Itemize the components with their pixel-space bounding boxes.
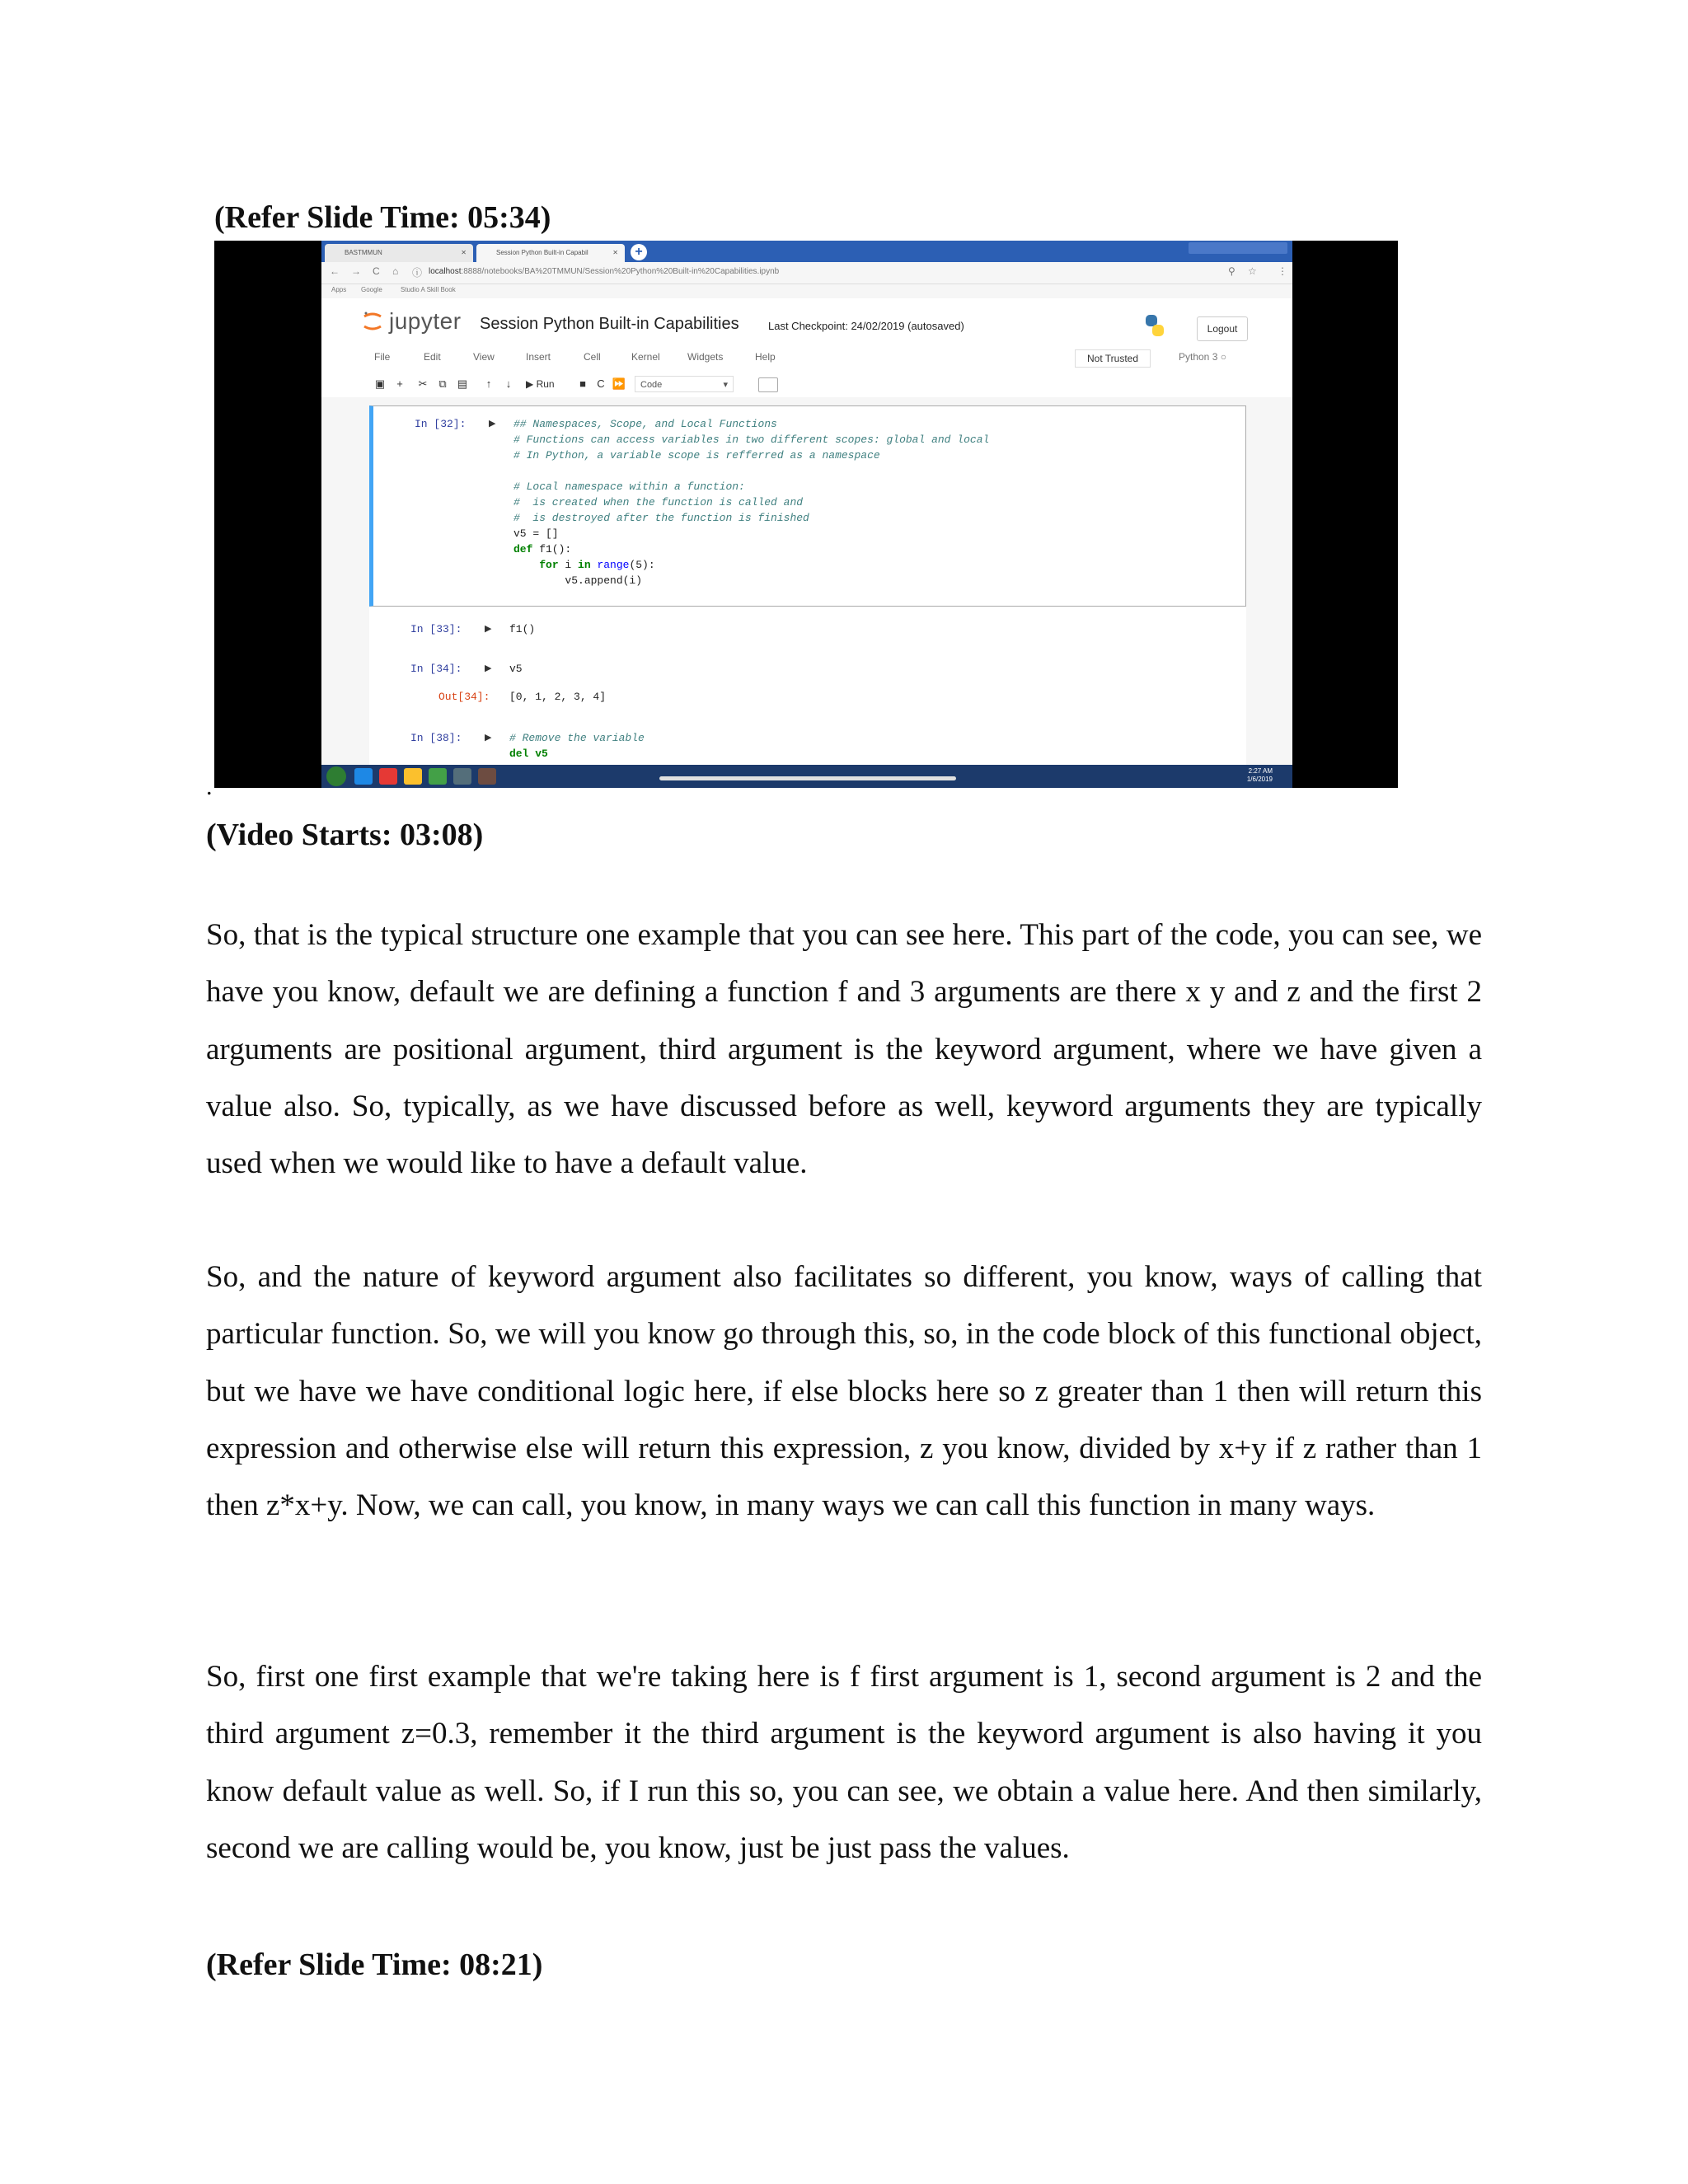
info-icon: ⓘ bbox=[412, 267, 423, 279]
refer-slide-time-heading: (Refer Slide Time: 05:34) bbox=[214, 200, 551, 235]
chevron-down-icon: ▾ bbox=[723, 380, 728, 390]
tab-label: BASTMMUN bbox=[345, 249, 382, 256]
home-icon[interactable]: ⌂ bbox=[392, 265, 399, 277]
run-cell-icon[interactable]: ▶ bbox=[485, 624, 492, 634]
close-icon[interactable]: ✕ bbox=[461, 249, 467, 256]
jupyter-logo-text[interactable]: jupyter bbox=[389, 308, 462, 334]
move-down-icon[interactable]: ↓ bbox=[505, 377, 512, 390]
menu-widgets[interactable]: Widgets bbox=[687, 351, 724, 363]
code-line[interactable]: v5 bbox=[509, 663, 523, 675]
app-icon[interactable] bbox=[478, 768, 496, 785]
ie-icon[interactable] bbox=[354, 768, 373, 785]
browser-tab[interactable] bbox=[325, 244, 473, 262]
paragraph-3: So, first one first example that we're taking here is f first argument is 1, second argument is 2 and the third argument z=0.3, remember it the third argument is the keyword argument is also having it you know default value as well. So, if I run this so, you can see, we obtain a value here. And then similarly, second we are calling would be, you know, just be just pass the values. bbox=[206, 1660, 1482, 1865]
menu-view[interactable]: View bbox=[473, 351, 495, 363]
jupyter-logo-icon bbox=[363, 310, 382, 333]
input-prompt: In [34]: bbox=[410, 663, 462, 675]
menu-edit[interactable]: Edit bbox=[424, 351, 441, 363]
paste-icon[interactable]: ▤ bbox=[457, 377, 468, 390]
code-block[interactable]: # Remove the variable del v5 bbox=[509, 732, 645, 760]
menu-insert[interactable]: Insert bbox=[526, 351, 551, 363]
output-value: [0, 1, 2, 3, 4] bbox=[509, 691, 607, 703]
code-cell[interactable] bbox=[369, 722, 1246, 768]
browser-tab-bar bbox=[321, 241, 1292, 262]
notebook-title[interactable]: Session Python Built-in Capabilities bbox=[480, 315, 739, 333]
logout-button[interactable]: Logout bbox=[1197, 316, 1248, 341]
start-button-icon[interactable] bbox=[326, 766, 346, 786]
kernel-indicator: Python 3 ○ bbox=[1179, 351, 1226, 363]
folder-icon[interactable] bbox=[404, 768, 422, 785]
cell-type-select[interactable]: Code ▾ bbox=[635, 376, 734, 392]
back-icon[interactable]: ← bbox=[330, 265, 340, 277]
trusted-indicator[interactable]: Not Trusted bbox=[1075, 349, 1151, 368]
browser-tab-active[interactable] bbox=[476, 244, 625, 262]
move-up-icon[interactable]: ↑ bbox=[485, 377, 492, 390]
stop-icon[interactable]: ■ bbox=[579, 377, 586, 390]
window-controls[interactable] bbox=[1189, 242, 1287, 254]
menu-help[interactable]: Help bbox=[755, 351, 776, 363]
windows-taskbar bbox=[321, 765, 1292, 788]
code-block[interactable]: ## Namespaces, Scope, and Local Functions # Functions can access variables in two different scopes: global and local # In Python, a variable scope is refferred as a namespace # Local namespace within a function: # is created when the function is called and # is destroyed after the function is finished v5 = [] def f1(): for i in range(5): v5.append(i) bbox=[513, 418, 990, 587]
run-button[interactable]: ▶ Run bbox=[526, 378, 555, 390]
tab-label: Session Python Built-in Capabil bbox=[496, 249, 588, 256]
input-prompt: In [32]: bbox=[415, 418, 467, 430]
star-icon[interactable]: ☆ bbox=[1248, 265, 1257, 277]
paragraph-2: So, and the nature of keyword argument also facilitates so different, you know, ways of calling that particular function. So, we will you know go through this, so, in the code block of this functional object, but we have we have conditional logic here, if else blocks here so z greater than 1 then will return this expression and otherwise else will return this expression, z you know, divided by x+y if z rather than 1 then z*x+y. Now, we can call, you know, in many ways we can call this function in many ways. bbox=[206, 1260, 1482, 1523]
app-icon[interactable] bbox=[453, 768, 471, 785]
video-starts-heading: (Video Starts: 03:08) bbox=[206, 818, 484, 852]
bookmarks-bar bbox=[321, 284, 1292, 298]
input-prompt: In [33]: bbox=[410, 623, 462, 635]
chrome-icon[interactable] bbox=[379, 768, 397, 785]
code-cell[interactable] bbox=[369, 653, 1246, 719]
checkpoint-status: Last Checkpoint: 24/02/2019 (autosaved) bbox=[768, 320, 964, 332]
input-prompt: In [38]: bbox=[410, 732, 462, 744]
reload-icon[interactable]: C bbox=[373, 265, 380, 277]
bookmark-studio[interactable]: Studio A Skill Book bbox=[401, 286, 456, 293]
menu-cell[interactable]: Cell bbox=[584, 351, 601, 363]
keyboard-icon[interactable] bbox=[758, 377, 778, 392]
browser-window bbox=[321, 241, 1292, 788]
menu-kernel[interactable]: Kernel bbox=[631, 351, 660, 363]
output-prompt: Out[34]: bbox=[438, 691, 490, 703]
zoom-icon[interactable]: ⚲ bbox=[1228, 265, 1236, 277]
video-screenshot bbox=[214, 241, 1398, 788]
close-icon[interactable]: ✕ bbox=[612, 249, 618, 256]
save-icon[interactable]: ▣ bbox=[374, 377, 386, 390]
refer-slide-time-heading-2: (Refer Slide Time: 08:21) bbox=[206, 1947, 543, 1982]
run-cell-icon[interactable]: ▶ bbox=[485, 663, 492, 673]
code-line[interactable]: f1() bbox=[509, 623, 536, 635]
notebook-area bbox=[369, 405, 1246, 768]
code-cell[interactable] bbox=[369, 613, 1246, 646]
run-cell-icon[interactable]: ▶ bbox=[489, 419, 496, 429]
copy-icon[interactable]: ⧉ bbox=[438, 377, 447, 390]
bookmark-google[interactable]: Google bbox=[361, 286, 382, 293]
jupyter-header bbox=[321, 298, 1292, 397]
restart-icon[interactable]: C bbox=[597, 377, 605, 390]
forward-icon[interactable]: → bbox=[351, 265, 361, 277]
fast-forward-icon[interactable]: ⏩ bbox=[612, 377, 626, 390]
python-logo-icon bbox=[1142, 313, 1167, 338]
menu-icon[interactable]: ⋮ bbox=[1278, 265, 1287, 277]
code-cell-selected[interactable] bbox=[369, 405, 1246, 607]
media-player-icon[interactable] bbox=[429, 768, 447, 785]
video-progress-bar[interactable] bbox=[659, 776, 956, 780]
address-bar[interactable] bbox=[321, 262, 1292, 284]
bookmark-apps[interactable]: Apps bbox=[331, 286, 347, 293]
add-cell-icon[interactable]: + bbox=[396, 377, 403, 390]
run-cell-icon[interactable]: ▶ bbox=[485, 733, 492, 743]
new-tab-button[interactable]: + bbox=[631, 244, 647, 260]
menu-file[interactable]: File bbox=[374, 351, 391, 363]
system-clock: 2:27 AM 1/6/2019 bbox=[1246, 767, 1273, 783]
stray-mark: . bbox=[206, 773, 213, 800]
cut-icon[interactable]: ✂ bbox=[418, 377, 428, 390]
paragraph-1: So, that is the typical structure one example that you can see here. This part of the code, you can see, we have you know, default we are defining a function f and 3 arguments are there x y and z and the first 2 arguments are positional argument, third argument is the keyword argument, where we have given a value also. So, typically, as we have discussed before as well, keyword arguments they are typically used when we would like to have a default value. bbox=[206, 918, 1482, 1181]
url-text[interactable]: localhost:8888/notebooks/BA%20TMMUN/Session%20Python%20Built-in%20Capabilities.ipynb bbox=[429, 267, 780, 276]
